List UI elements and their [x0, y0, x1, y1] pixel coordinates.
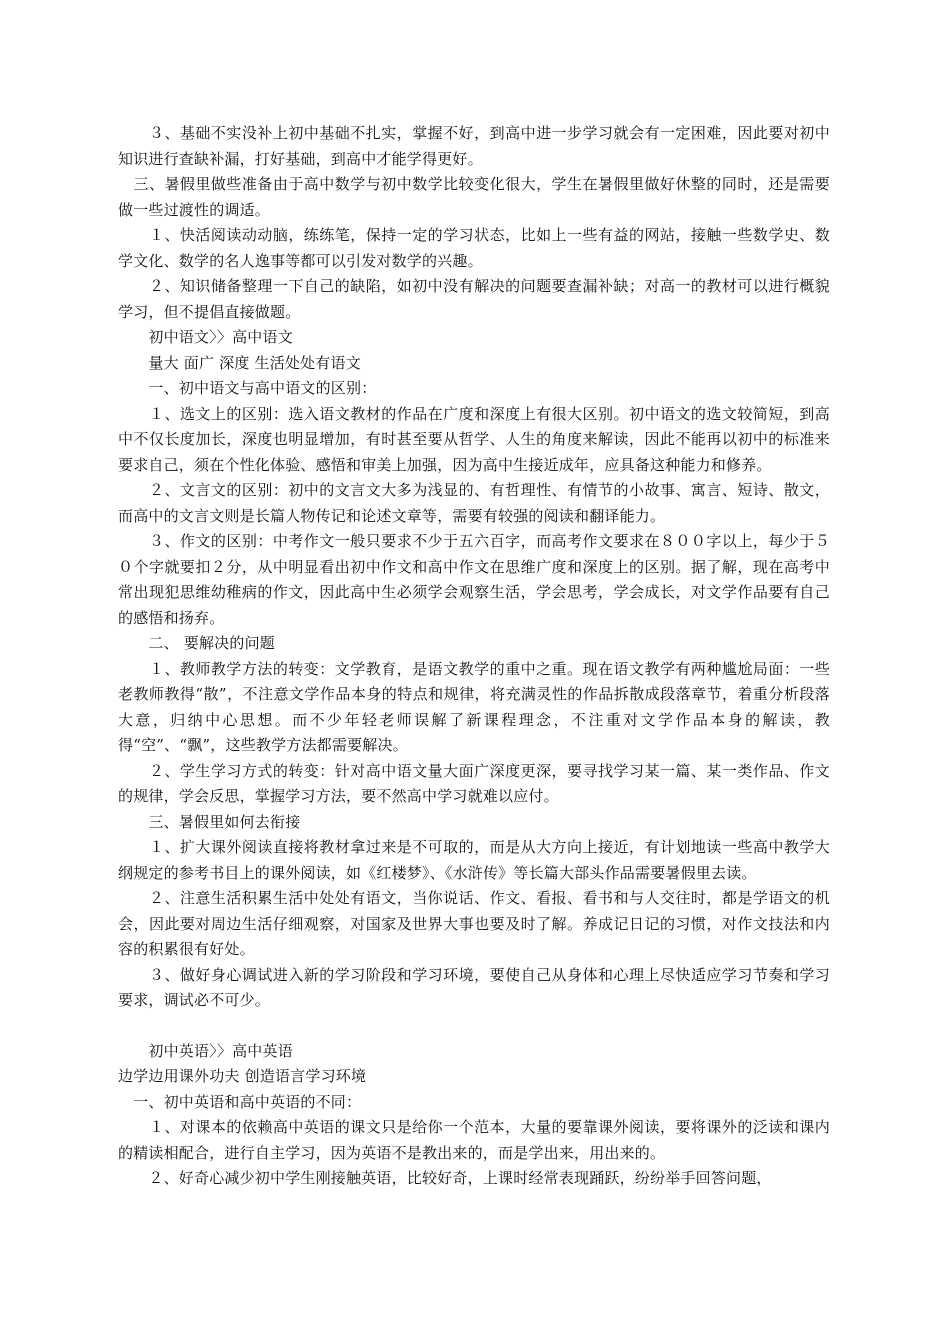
- paragraph-9: ２、文言文的区别：初中的文言文大多为浅显的、有哲理性、有情节的小故事、寓言、短诗、散文，而高中的文言文则是长篇人物传记和论述文章等，需要有较强的阅读和翻译能力。: [118, 481, 830, 525]
- paragraph-23: ２、好奇心减少初中学生刚接触英语，比较好奇，上课时经常表现踊跃，纷纷举手回答问题，: [118, 1169, 772, 1187]
- heading-summer-transition: 三、暑假里如何去衔接: [118, 812, 301, 831]
- paragraph-13: ２、学生学习方式的转变：针对高中语文量大面广深度更深，要寻找学习某一篇、某一类作品、作文的规律，学会反思，掌握学习方法，要不然高中学习就难以应付。: [118, 761, 830, 805]
- heading-chinese-differences: 一、初中语文与高中语文的区别：: [118, 379, 377, 397]
- blank-line: [118, 1014, 830, 1039]
- paragraph-12: １、教师教学方法的转变：文学教育，是语文教学的重中之重。现在语文教学有两种尴尬局面：一些老教师教得“散”，不注意文学作品本身的特点和规律，将充满灵性的作品拆散成段落章节，着重分析段落大意，归纳中心思想。而不少年轻老师误解了新课程理念，不注重对文学作品本身的解读，教得“空”、“飘”，这些教学方法都需要解决。: [118, 659, 830, 754]
- paragraph-17: ３、做好身心调试进入新的学习阶段和学习环境，要使自己从身体和心理上尽快适应学习节奏和学习要求，调试必不可少。: [118, 965, 830, 1009]
- section-subtitle-chinese: 量大 面广 深度 生活处处有语文: [118, 353, 361, 372]
- heading-english-differences: 一、初中英语和高中英语的不同：: [118, 1092, 362, 1111]
- paragraph-3: １、快活阅读动动脑，练练笔，保持一定的学习状态，比如上一些有益的网站，接触一些数学史、数学文化、数学的名人逸事等都可以引发对数学的兴趣。: [118, 226, 830, 270]
- document-body: [118, 121, 830, 1192]
- paragraph-15: １、扩大课外阅读直接将教材拿过来是不可取的，而是从大方向上接近，有计划地读一些高中教学大纲规定的参考书目上的课外阅读，如《红楼梦》、《水浒传》等长篇大部头作品需要暑假里去读。: [118, 838, 830, 882]
- paragraph-16: ２、注意生活积累生活中处处有语文，当你说话、作文、看报、看书和与人交往时，都是学语文的机会，因此要对周边生活仔细观察，对国家及世界大事也要及时了解。养成记日记的习惯，对作文技法和内容的积累很有好处。: [118, 889, 830, 958]
- section-subtitle-english: 边学边用课外功夫 创造语言学习环境: [118, 1067, 367, 1085]
- paragraph-1: ３、基础不实没补上初中基础不扎实，掌握不好，到高中进一步学习就会有一定困难，因此要对初中知识进行查缺补漏，打好基础，到高中才能学得更好。: [118, 124, 830, 168]
- paragraph-2: 三、暑假里做些准备由于高中数学与初中数学比较变化很大，学生在暑假里做好休整的同时，还是需要做一些过渡性的调适。: [118, 175, 830, 219]
- heading-problems: 二、 要解决的问题: [118, 634, 275, 652]
- section-heading-chinese: 初中语文〉〉高中语文: [118, 328, 293, 346]
- paragraph-4: ２、知识储备整理一下自己的缺陷，如初中没有解决的问题要查漏补缺；对高一的教材可以进行概貌学习，但不提倡直接做题。: [118, 277, 830, 321]
- paragraph-10: ３、作文的区别：中考作文一般只要求不少于五六百字，而高考作文要求在８００字以上，每少于５０个字就要扣２分，从中明显看出初中作文和高中作文在思维广度和深度上的区别。据了解，现在高考中常出现犯思维幼稚病的作文，因此高中生必须学会观察生活，学会思考，学会成长，对文学作品要有自己的感悟和扬弃。: [118, 532, 830, 627]
- section-heading-english: 初中英语〉〉高中英语: [118, 1041, 293, 1060]
- paragraph-8: １、选文上的区别：选入语文教材的作品在广度和深度上有很大区别。初中语文的选文较简短，到高中不仅长度加长，深度也明显增加，有时甚至要从哲学、人生的角度来解读，因此不能再以初中的标准来要求自己，须在个性化体验、感悟和审美上加强，因为高中生接近成年，应具备这种能力和修养。: [118, 404, 830, 474]
- paragraph-22: １、对课本的依赖高中英语的课文只是给你一个范本，大量的要靠课外阅读，要将课外的泛读和课内的精读相配合，进行自主学习，因为英语不是教出来的，而是学出来，用出来的。: [118, 1118, 830, 1162]
